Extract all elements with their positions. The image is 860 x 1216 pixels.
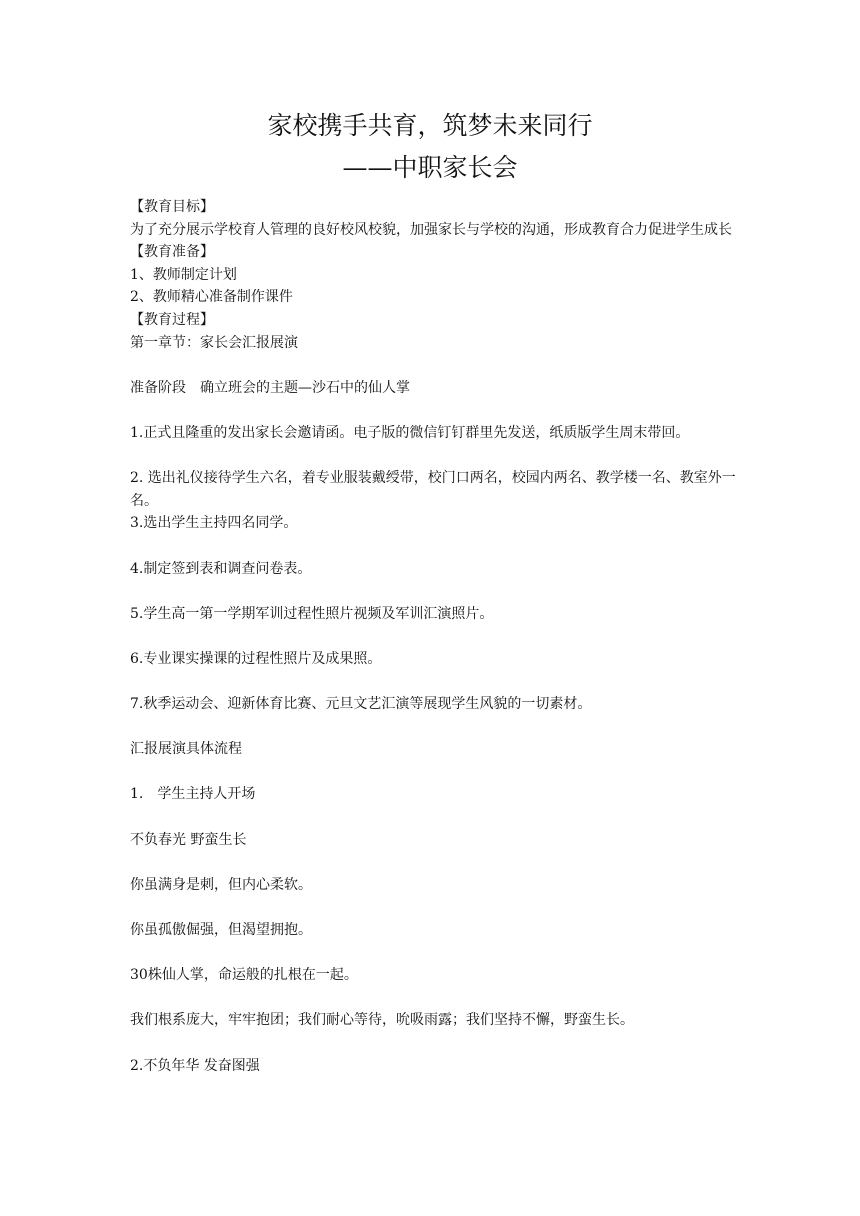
blank-line — [130, 535, 740, 558]
paragraph-goal: 为了充分展示学校育人管理的良好校风校貌，加强家长与学校的沟通，形成教育合力促进学生成长 — [130, 221, 732, 238]
section-heading-goal: 【教育目标】 — [130, 199, 214, 215]
list-item: 1. 学生主持人开场 — [130, 786, 256, 803]
paragraph: 我们根系庞大，牢牢抱团；我们耐心等待，吮吸雨露；我们坚持不懈，野蛮生长。 — [130, 1012, 634, 1029]
document-body — [130, 196, 740, 1077]
blank-line — [130, 851, 740, 874]
paragraph: 准备阶段 确立班会的主题—沙石中的仙人掌 — [130, 379, 410, 396]
list-item: 1.正式且隆重的发出家长会邀请函。电子版的微信钉钉群里先发送，纸质版学生周末带回。 — [130, 424, 690, 441]
list-item: 6.专业课实操课的过程性照片及成果照。 — [130, 650, 382, 667]
blank-line — [130, 806, 740, 829]
paragraph: 你虽满身是刺，但内心柔软。 — [130, 876, 312, 893]
blank-line — [130, 670, 740, 693]
list-item: 3.选出学生主持四名同学。 — [130, 515, 298, 532]
section-heading-process: 【教育过程】 — [130, 311, 214, 328]
list-item: 2.不负年华 发奋图强 — [130, 1057, 260, 1074]
paragraph: 汇报展演具体流程 — [130, 741, 242, 758]
blank-line — [130, 896, 740, 919]
blank-line — [130, 1032, 740, 1055]
chapter-heading: 第一章节：家长会汇报展演 — [130, 334, 298, 351]
list-item: 2. 选出礼仪接待学生六名，着专业服装戴绶带，校门口两名，校园内两名、教学楼一名、教室外一名。 — [130, 470, 736, 509]
blank-line — [130, 445, 740, 468]
list-item: 5.学生高一第一学期军训过程性照片视频及军训汇演照片。 — [130, 605, 494, 622]
blank-line — [130, 942, 740, 965]
section-heading-preparation: 【教育准备】 — [130, 244, 214, 261]
blank-line — [130, 761, 740, 784]
blank-line — [130, 399, 740, 422]
list-item: 4.制定签到表和调查问卷表。 — [130, 560, 312, 577]
list-item: 7.秋季运动会、迎新体育比赛、元旦文艺汇演等展现学生风貌的一切素材。 — [130, 696, 592, 713]
blank-line — [130, 987, 740, 1010]
paragraph: 你虽孤傲倔强，但渴望拥抱。 — [130, 922, 312, 938]
paragraph: 30株仙人掌，命运般的扎根在一起。 — [130, 967, 358, 984]
paragraph: 不负春光 野蛮生长 — [130, 831, 247, 848]
document-subtitle: ——中职家长会 — [342, 153, 518, 182]
list-item: 2、教师精心准备制作课件 — [130, 289, 293, 306]
blank-line — [130, 625, 740, 648]
blank-line — [130, 580, 740, 603]
document-title: 家校携手共育，筑梦未来同行 — [267, 111, 593, 140]
list-item: 1、教师制定计划 — [130, 266, 237, 283]
blank-line — [130, 716, 740, 739]
blank-line — [130, 354, 740, 377]
